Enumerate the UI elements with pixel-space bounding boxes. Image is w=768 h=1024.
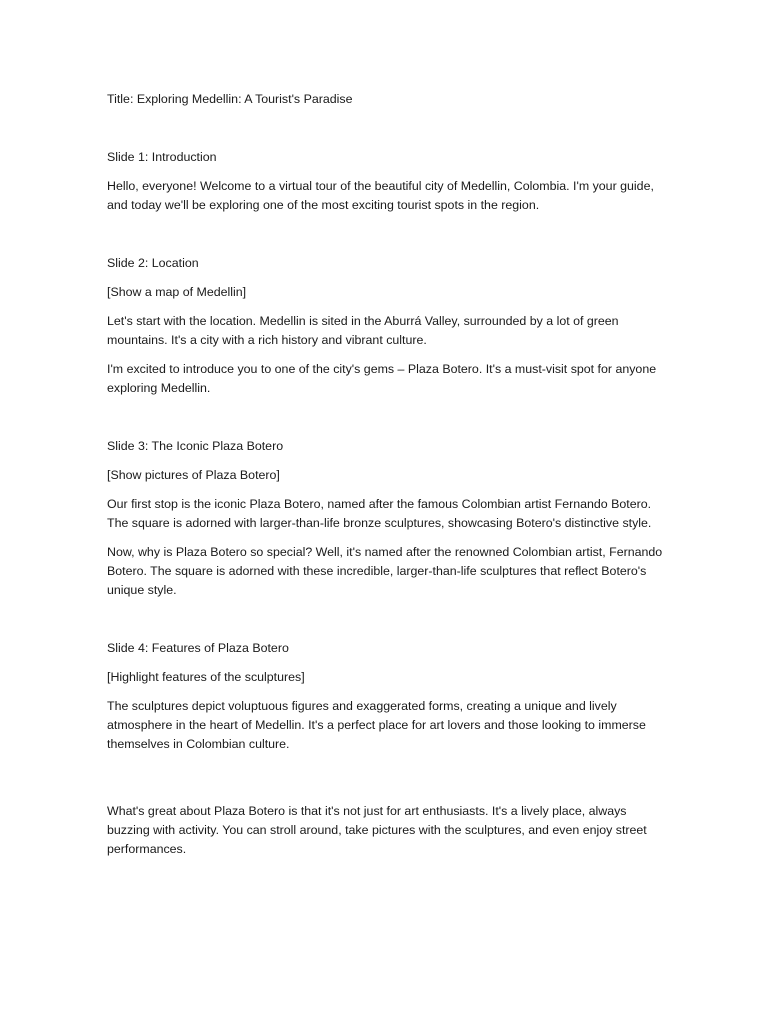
slide-4-paragraph-1: The sculptures depict voluptuous figures and exaggerated forms, creating a unique and lively atmosphere in the heart of Medellin. It's a perfect place for art lovers and those looking to immerse themselves in Colombian culture. [107,699,646,751]
slide-4-note: [Highlight features of the sculptures] [107,670,305,684]
slide-3-paragraph-1: Our first stop is the iconic Plaza Botero, named after the famous Colombian artist Fernando Botero. The square is adorned with larger-than-life bronze sculptures, showcasing Botero's distinctive style. [107,497,652,530]
slide-4-heading: Slide 4: Features of Plaza Botero [107,641,289,655]
slide-3-paragraph-2: Now, why is Plaza Botero so special? Well, it's named after the renowned Colombian artist, Fernando Botero. The square is adorned with these incredible, larger-than-life sculptures that reflect Botero's unique style. [107,545,663,597]
slide-2-note: [Show a map of Medellin] [107,285,247,299]
document-title: Title: Exploring Medellin: A Tourist's Paradise [107,92,353,106]
slide-2-heading: Slide 2: Location [107,256,199,270]
slide-3-note: [Show pictures of Plaza Botero] [107,468,280,482]
slide-2-paragraph-1: Let's start with the location. Medellin is sited in the Aburrá Valley, surrounded by a lot of green mountains. It's a city with a rich history and vibrant culture. [107,314,619,347]
slide-3-heading: Slide 3: The Iconic Plaza Botero [107,439,284,453]
slide-2-paragraph-2: I'm excited to introduce you to one of the city's gems – Plaza Botero. It's a must-visit spot for anyone exploring Medellin. [107,362,657,395]
slide-4-paragraph-2: What's great about Plaza Botero is that it's not just for art enthusiasts. It's a lively place, always buzzing with activity. You can stroll around, take pictures with the sculptures, and even enjoy street performances. [107,804,647,856]
slide-1-paragraph-1: Hello, everyone! Welcome to a virtual tour of the beautiful city of Medellin, Colombia. I'm your guide, and today we'll be exploring one of the most exciting tourist spots in the region. [107,179,654,212]
document-body [107,90,667,859]
slide-1-heading: Slide 1: Introduction [107,150,217,164]
